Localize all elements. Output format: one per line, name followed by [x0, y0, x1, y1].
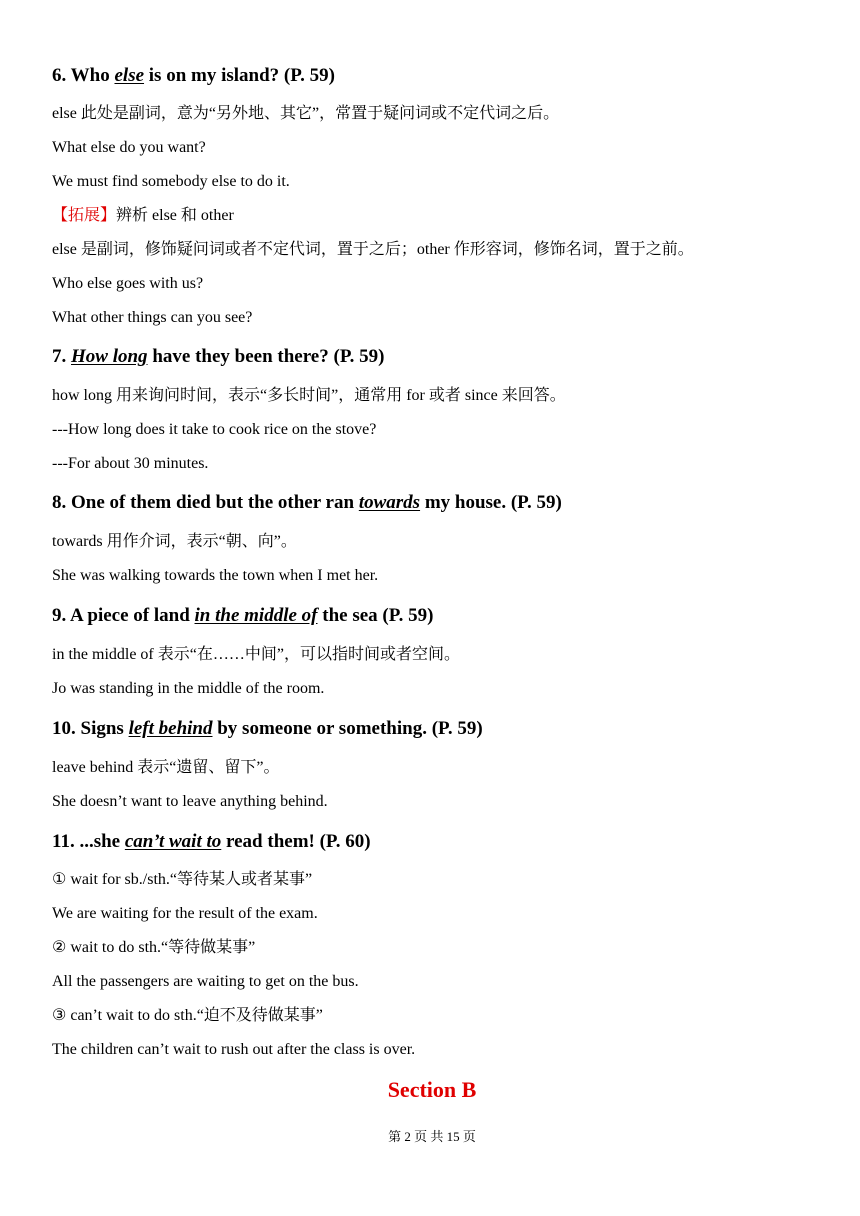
heading-keyword: How long — [71, 346, 148, 367]
heading-text: 9. A piece of land — [52, 605, 195, 626]
example-line: ---How long does it take to cook rice on the stove? — [52, 421, 377, 438]
heading-text: have they been there? (P. 59) — [147, 346, 385, 367]
example-line: She doesn’t want to leave anything behind. — [52, 793, 328, 810]
explanation-line: in the middle of 表示“在……中间”，可以指时间或者空间。 — [52, 646, 460, 663]
usage-line: ③ can’t wait to do sth.“迫不及待做某事” — [52, 1007, 323, 1024]
explanation-line: leave behind 表示“遗留、留下”。 — [52, 759, 280, 776]
item-10-heading — [52, 717, 483, 741]
explanation-line: towards 用作介词，表示“朝、向”。 — [52, 533, 297, 550]
heading-keyword: else — [114, 65, 145, 86]
explanation-line: else 此处是副词，意为“另外地、其它”，常置于疑问词或不定代词之后。 — [52, 105, 560, 122]
example-line: Who else goes with us? — [52, 275, 204, 292]
item-11-heading — [52, 830, 371, 854]
example-line: What else do you want? — [52, 139, 206, 156]
example-line: ---For about 30 minutes. — [52, 455, 209, 472]
example-line: Jo was standing in the middle of the room. — [52, 680, 325, 697]
example-line: All the passengers are waiting to get on the bus. — [52, 973, 359, 990]
example-line: What other things can you see? — [52, 309, 253, 326]
heading-text: 8. One of them died but the other ran — [52, 492, 359, 513]
item-9-heading — [52, 604, 433, 628]
example-line: We must find somebody else to do it. — [52, 173, 290, 190]
item-7-heading — [52, 345, 385, 369]
example-line: The children can’t wait to rush out after the class is over. — [52, 1041, 416, 1058]
explanation-line: else 是副词，修饰疑问词或者不定代词，置于之后；other 作形容词，修饰名词，置于之前。 — [52, 241, 694, 258]
heading-text: is on my island? (P. 59) — [144, 65, 335, 86]
heading-text: 6. Who — [52, 65, 115, 86]
heading-keyword: left behind — [128, 718, 213, 739]
usage-line: ② wait to do sth.“等待做某事” — [52, 939, 256, 956]
heading-keyword: can’t wait to — [124, 831, 222, 852]
heading-text: 10. Signs — [52, 718, 129, 739]
heading-keyword: in the middle of — [194, 605, 318, 626]
item-6-heading — [52, 64, 335, 88]
heading-text: 11. ...she — [52, 831, 125, 852]
heading-text: the sea (P. 59) — [317, 605, 434, 626]
heading-text: by someone or something. (P. 59) — [212, 718, 483, 739]
example-line: We are waiting for the result of the exam. — [52, 905, 318, 922]
heading-text: 7. — [52, 346, 71, 367]
extension-text: 辨析 else 和 other — [116, 207, 234, 224]
example-line: She was walking towards the town when I met her. — [52, 567, 379, 584]
heading-text: read them! (P. 60) — [221, 831, 371, 852]
explanation-line: how long 用来询问时间，表示“多长时间”，通常用 for 或者 since 来回答。 — [52, 387, 566, 404]
heading-text: my house. (P. 59) — [420, 492, 562, 513]
usage-line: ① wait for sb./sth.“等待某人或者某事” — [52, 871, 313, 888]
extension-tag: 【拓展】 — [52, 207, 117, 224]
extension-line — [52, 206, 234, 226]
page-footer: 第 2 页 共 15 页 — [388, 1129, 476, 1144]
item-8-heading — [52, 491, 562, 515]
section-title: Section B — [387, 1077, 477, 1102]
heading-keyword: towards — [358, 492, 421, 513]
